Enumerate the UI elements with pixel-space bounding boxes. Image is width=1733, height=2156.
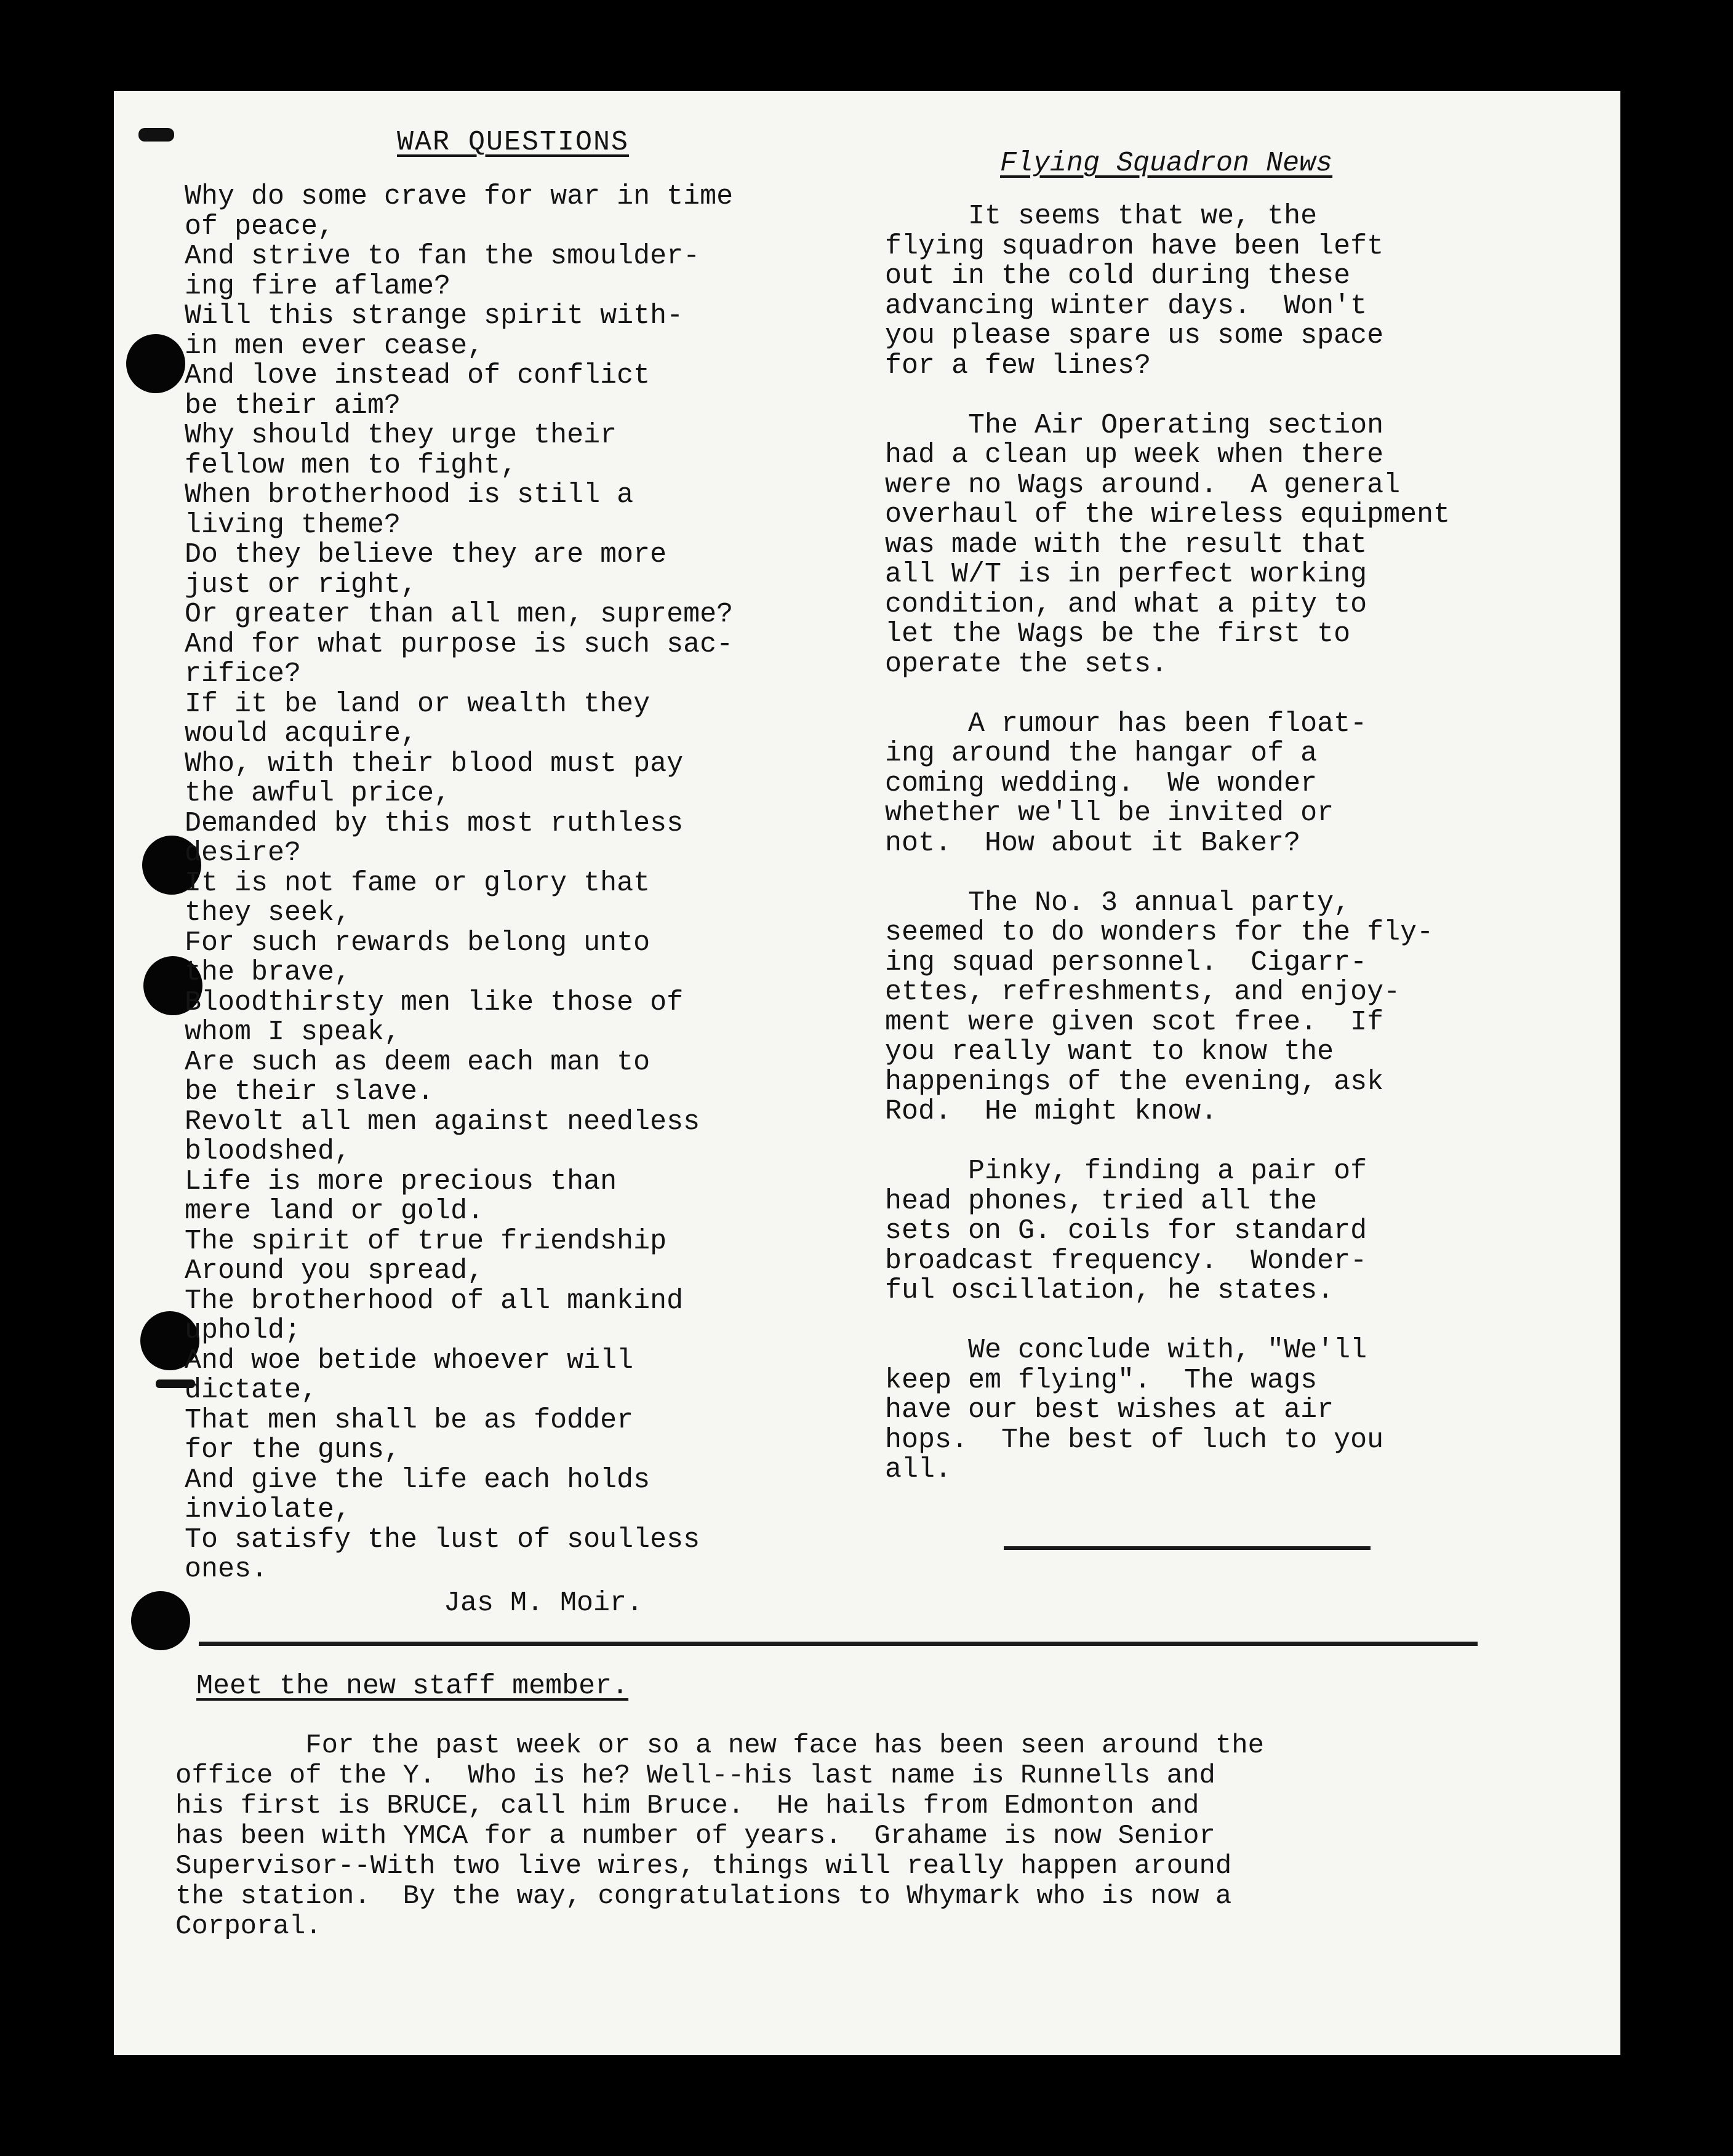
- poem-line: Will this strange spirit with-: [185, 300, 684, 332]
- article-line: A rumour has been float-: [885, 708, 1367, 740]
- poem-line: be their slave.: [185, 1076, 434, 1108]
- article-line: was made with the result that: [885, 529, 1367, 561]
- poem-line: Who, with their blood must pay: [185, 748, 684, 780]
- poem-line: Revolt all men against needless: [185, 1106, 700, 1138]
- poem-line: And strive to fan the smoulder-: [185, 241, 700, 272]
- poem-line: Why do some crave for war in time: [185, 181, 734, 212]
- poem-line: of peace,: [185, 210, 335, 242]
- poem-line: inviolate,: [185, 1494, 351, 1525]
- article-line: head phones, tried all the: [885, 1185, 1318, 1217]
- poem-line: rifice?: [185, 658, 302, 690]
- article-line: had a clean up week when there: [885, 439, 1384, 471]
- article-line: happenings of the evening, ask: [885, 1066, 1384, 1098]
- poem-line: And love instead of conflict: [185, 360, 650, 391]
- article-line: for a few lines?: [885, 349, 1151, 381]
- poem-signature: Jas M. Moir.: [444, 1587, 644, 1619]
- article-line: have our best wishes at air: [885, 1394, 1334, 1426]
- poem-line: ing fire aflame?: [185, 270, 451, 302]
- article-line: were no Wags around. A general: [885, 469, 1401, 501]
- poem-line: Do they believe they are more: [185, 539, 667, 570]
- poem-line: in men ever cease,: [185, 330, 484, 362]
- poem-line: That men shall be as fodder: [185, 1404, 634, 1436]
- article-line: operate the sets.: [885, 648, 1168, 680]
- article-line: office of the Y. Who is he? Well--his last name is Runnells and: [175, 1760, 1215, 1791]
- article-line: you please spare us some space: [885, 320, 1384, 351]
- article-line: [885, 1306, 1450, 1336]
- poem-line: To satisfy the lust of soulless: [185, 1523, 700, 1555]
- article-line: Supervisor--With two live wires, things will really happen around: [175, 1851, 1232, 1882]
- poem-line: be their aim?: [185, 389, 401, 421]
- article-line: out in the cold during these: [885, 260, 1351, 292]
- poem-line: Demanded by this most ruthless: [185, 807, 684, 839]
- article-line: broadcast frequency. Wonder-: [885, 1245, 1367, 1277]
- article-line: The No. 3 annual party,: [885, 887, 1351, 919]
- poem-line: Or greater than all men, supreme?: [185, 599, 734, 630]
- poem-line: for the guns,: [185, 1434, 401, 1466]
- poem-line: If it be land or wealth they: [185, 688, 650, 720]
- article-line: ment were given scot free. If: [885, 1006, 1384, 1038]
- poem-line: The brotherhood of all mankind: [185, 1285, 684, 1317]
- column-end-rule: [1004, 1546, 1371, 1550]
- article-line: ettes, refreshments, and enjoy-: [885, 976, 1401, 1008]
- poem-line: When brotherhood is still a: [185, 479, 634, 511]
- article-line: [885, 858, 1450, 888]
- poem-line: just or right,: [185, 569, 418, 601]
- poem-line: desire?: [185, 837, 302, 869]
- flying-squadron-title: Flying Squadron News: [1000, 148, 1333, 179]
- article-line: all.: [885, 1454, 952, 1485]
- poem-line: Bloodthirsty men like those of: [185, 986, 684, 1018]
- article-line: ing around the hangar of a: [885, 738, 1318, 769]
- ink-mark: [138, 128, 174, 142]
- poem-line: It is not fame or glory that: [185, 867, 650, 899]
- poem-line: living theme?: [185, 509, 401, 541]
- article-line: hops. The best of luch to you: [885, 1424, 1384, 1456]
- staff-member-title: Meet the new staff member.: [196, 1671, 629, 1702]
- article-line: The Air Operating section: [885, 409, 1384, 441]
- article-line: ful oscillation, he states.: [885, 1275, 1334, 1306]
- poem-line: And give the life each holds: [185, 1464, 650, 1496]
- article-line: For the past week or so a new face has been seen around the: [175, 1730, 1265, 1761]
- poem-line: For such rewards belong unto: [185, 927, 650, 959]
- punch-hole: [126, 334, 185, 393]
- article-line: We conclude with, "We'll: [885, 1335, 1367, 1366]
- newsletter-page: [114, 91, 1620, 2055]
- poem-line: they seek,: [185, 897, 351, 928]
- article-line: condition, and what a pity to: [885, 588, 1367, 620]
- poem-line: ones.: [185, 1554, 268, 1585]
- poem-line: whom I speak,: [185, 1016, 401, 1048]
- poem-line: would acquire,: [185, 718, 418, 749]
- poem-line: mere land or gold.: [185, 1196, 484, 1227]
- article-line: flying squadron have been left: [885, 230, 1384, 262]
- article-line: coming wedding. We wonder: [885, 767, 1318, 799]
- poem-line: bloodshed,: [185, 1136, 351, 1167]
- article-line: It seems that we, the: [885, 201, 1318, 232]
- poem-line: The spirit of true friendship: [185, 1225, 667, 1257]
- poem-line: Are such as deem each man to: [185, 1046, 650, 1078]
- article-line: seemed to do wonders for the fly-: [885, 917, 1434, 948]
- punch-hole: [131, 1591, 190, 1650]
- article-line: whether we'll be invited or: [885, 797, 1334, 829]
- article-line: not. How about it Baker?: [885, 827, 1301, 859]
- article-line: has been with YMCA for a number of years. Grahame is now Senior: [175, 1821, 1215, 1851]
- article-line: the station. By the way, congratulations to Whymark who is now a: [175, 1881, 1232, 1912]
- poem-line: the awful price,: [185, 778, 451, 809]
- war-questions-poem: [185, 182, 733, 1585]
- article-line: Rod. He might know.: [885, 1096, 1218, 1127]
- poem-line: Why should they urge their: [185, 420, 617, 451]
- poem-line: fellow men to fight,: [185, 449, 518, 481]
- poem-line: dictate,: [185, 1375, 318, 1406]
- article-line: [885, 381, 1450, 411]
- article-line: his first is BRUCE, call him Bruce. He hails from Edmonton and: [175, 1791, 1199, 1821]
- war-questions-title: WAR QUESTIONS: [397, 127, 630, 158]
- article-line: sets on G. coils for standard: [885, 1215, 1367, 1247]
- article-line: advancing winter days. Won't: [885, 290, 1367, 322]
- poem-line: the brave,: [185, 957, 351, 988]
- poem-line: And for what purpose is such sac-: [185, 628, 734, 660]
- article-line: Pinky, finding a pair of: [885, 1156, 1367, 1187]
- article-line: overhaul of the wireless equipment: [885, 499, 1451, 530]
- article-line: all W/T is in perfect working: [885, 559, 1367, 590]
- flying-squadron-article: [885, 202, 1450, 1485]
- article-line: [885, 679, 1450, 709]
- poem-line: Life is more precious than: [185, 1165, 617, 1197]
- article-line: Corporal.: [175, 1911, 322, 1942]
- article-line: you really want to know the: [885, 1036, 1334, 1068]
- poem-line: And woe betide whoever will: [185, 1344, 634, 1376]
- section-divider: [199, 1642, 1478, 1646]
- article-line: let the Wags be the first to: [885, 618, 1351, 650]
- poem-line: uphold;: [185, 1315, 302, 1346]
- article-line: ing squad personnel. Cigarr-: [885, 946, 1367, 978]
- article-line: keep em flying". The wags: [885, 1364, 1318, 1396]
- staff-member-article: [175, 1731, 1264, 1942]
- article-line: [885, 1127, 1450, 1157]
- poem-line: Around you spread,: [185, 1255, 484, 1287]
